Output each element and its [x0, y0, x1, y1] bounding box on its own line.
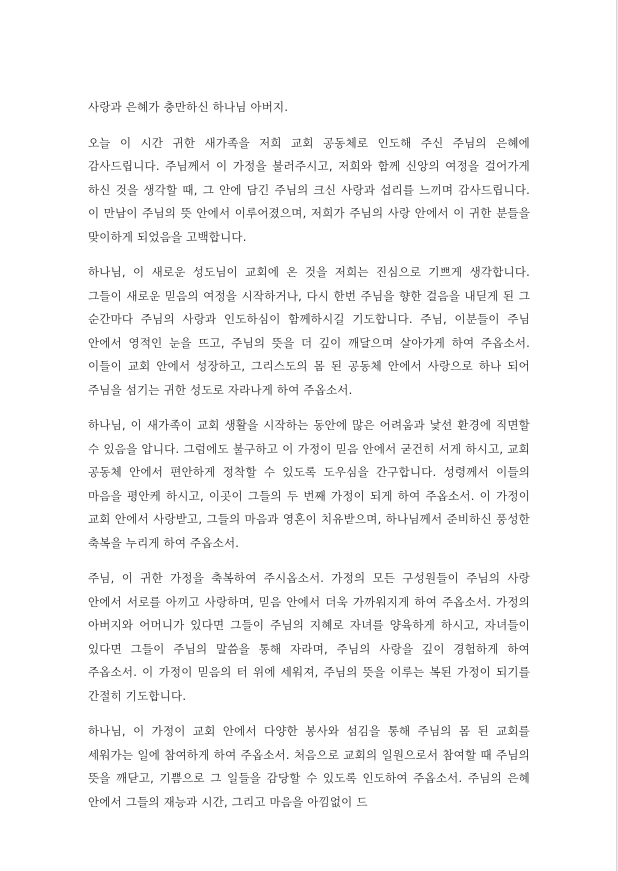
paragraph: 하나님, 이 가정이 교회 안에서 다양한 봉사와 섬김을 통해 주님의 몸 된 교회를 세워가는 일에 참여하게 하여 주옵소서. 처음으로 교회의 일원으로서 참여할 때 주님의 뜻을 깨닫고, 기쁨으로 그 일들을 감당할 수 있도록 인도하여 주옵소서. 주님의 은혜 안에서 그들의 재능과 시간, 그리고 마음을 아낌없이 드 [88, 724, 530, 809]
paragraph: 주님, 이 귀한 가정을 축복하여 주시옵소서. 가정의 모든 구성원들이 주님의 사랑 안에서 서로를 아끼고 사랑하며, 믿음 안에서 더욱 가까워지게 하여 주옵소서. 가정의 아버지와 어머니가 있다면 그들이 주님의 지혜로 자녀를 양육하게 하시고, 자녀들이 있다면 그들이 주님의 말씀을 통해 자라며, 주님의 사랑을 깊이 경험하게 하여 주옵소서. 이 가정이 믿음의 터 위에 세워져, 주님의 뜻을 이루는 복된 가정이 되기를 간절히 기도합니다. [88, 571, 530, 703]
paragraph: 하나님, 이 새가족이 교회 생활을 시작하는 동안에 많은 어려움과 낯선 환경에 직면할 수 있음을 압니다. 그럼에도 불구하고 이 가정이 믿음 안에서 굳건히 서게 하시고, 교회 공동체 안에서 편안하게 정착할 수 있도록 도우심을 간구합니다. 성령께서 이들의 마음을 평안케 하시고, 이곳이 그들의 두 번째 가정이 되게 하여 주옵소서. 이 가정이 교회 안에서 사랑받고, 그들의 마음과 영혼이 치유받으며, 하나님께서 준비하신 풍성한 축복을 누리게 하여 주옵소서. [88, 418, 530, 550]
paragraph: 오늘 이 시간 귀한 새가족을 저희 교회 공동체로 인도해 주신 주님의 은혜에 감사드립니다. 주님께서 이 가정을 불러주시고, 저희와 함께 신앙의 여정을 걸어가게 하신 것을 생각할 때, 그 안에 담긴 주님의 크신 사랑과 섭리를 느끼며 감사드립니다. 이 만남이 주님의 뜻 안에서 이루어졌으며, 저희가 주님의 사랑 안에서 이 귀한 분들을 맞이하게 되었음을 고백합니다. [88, 135, 530, 244]
greeting-line: 사랑과 은혜가 충만하신 하나님 아버지. [88, 100, 289, 114]
paragraph: 하나님, 이 새로운 성도님이 교회에 온 것을 저희는 진심으로 기쁘게 생각합니다. 그들이 새로운 믿음의 여정을 시작하거나, 다시 한번 주님을 향한 걸음을 내딛게 된 그 순간마다 주님의 사랑과 인도하심이 함께하시길 기도합니다. 주님, 이분들이 주님 안에서 영적인 눈을 뜨고, 주님의 뜻을 더 깊이 깨달으며 살아가게 하여 주옵소서. 이들이 교회 안에서 성장하고, 그리스도의 몸 된 공동체 안에서 사랑으로 하나 되어 주님을 섬기는 귀한 성도로 자라나게 하여 주옵소서. [88, 265, 530, 397]
document-body [88, 96, 530, 814]
